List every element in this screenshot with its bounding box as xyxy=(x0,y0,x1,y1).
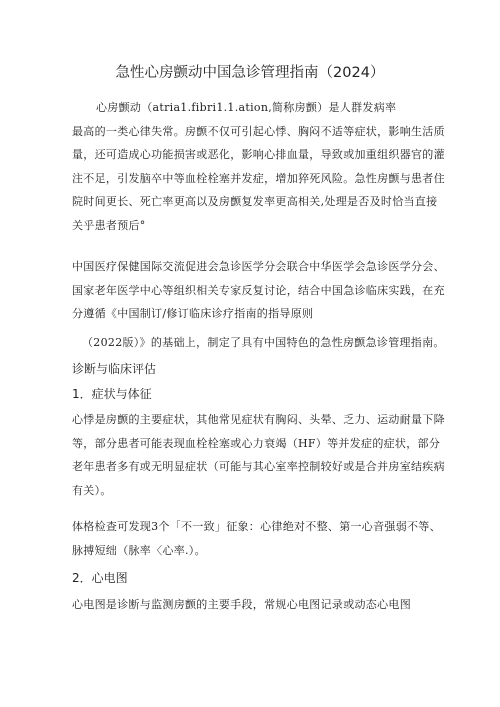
subsection-heading: 2．心电图 xyxy=(72,571,128,585)
paragraph-line: 脉搏短绌（脉率〈心率.）。 xyxy=(72,543,206,557)
exam-paragraph xyxy=(72,515,441,562)
paragraph-line: 分遵循《中国制订/修订临床诊疗指南的指导原则 xyxy=(72,307,314,320)
paragraph-line: 老年患者多有或无明显症状（可能与其心室率控制较好或是合并房室结疾病 xyxy=(72,460,445,473)
paragraph-line: 有关）。 xyxy=(72,483,112,497)
paragraph-line: 量，还可造成心功能损害或恶化，影响心排血量，导致或加重组织器官的灌 xyxy=(72,148,445,161)
paragraph-line: 最高的一类心律失常。房颤不仅可引起心悸、胸闷不适等症状，影响生活质 xyxy=(72,124,445,138)
section-heading: 诊断与临床评估 xyxy=(72,362,157,376)
subsection-heading: 1．症状与体征 xyxy=(72,387,152,401)
paragraph-line: 注不足，引发脑卒中等血栓栓塞并发症，增加猝死风险。急性房颤与患者住 xyxy=(72,171,445,185)
paragraph-line: 心房颤动（atria1.fibri1.1.ation,简称房颤）是人群发病率 xyxy=(96,101,397,114)
paragraph-line: 等，部分患者可能表现血栓栓塞或心力衰竭（HF）等并发症的症状，部分 xyxy=(72,436,441,450)
paragraph-line: 关乎患者预后° xyxy=(72,218,146,232)
intro-paragraph xyxy=(72,96,445,237)
paragraph-line: 心悸是房颤的主要症状，其他常见症状有胸闷、头晕、乏力、运动耐量下降 xyxy=(72,413,445,426)
document-title: 急性心房颤动中国急诊管理指南（2024） xyxy=(115,65,385,81)
paragraph-line: 心电图是诊断与监测房颤的主要手段，常规心电图记录或动态心电图 xyxy=(72,598,411,611)
paragraph-line: 体格检查可发现3个「不一致」征象：心律绝对不整、第一心音强弱不等、 xyxy=(72,520,441,533)
ecg-paragraph xyxy=(72,593,437,617)
consensus-paragraph xyxy=(72,255,445,326)
paragraph-line: 院时间更长、死亡率更高以及房颤复发率更高相关,处理是否及时恰当直接 xyxy=(72,195,438,208)
paragraph-line: （2022版）》的基础上，制定了具有中国特色的急性房颤急诊管理指南。 xyxy=(82,336,445,349)
consensus-paragraph-end xyxy=(72,331,445,355)
paragraph-line: 国家老年医学中心等组织相关专家反复讨论，结合中国急诊临床实践，在充 xyxy=(72,283,445,297)
paragraph-line: 中国医疗保健国际交流促进会急诊医学分会联合中华医学会急诊医学分会、 xyxy=(72,260,445,273)
symptoms-paragraph xyxy=(72,408,445,502)
